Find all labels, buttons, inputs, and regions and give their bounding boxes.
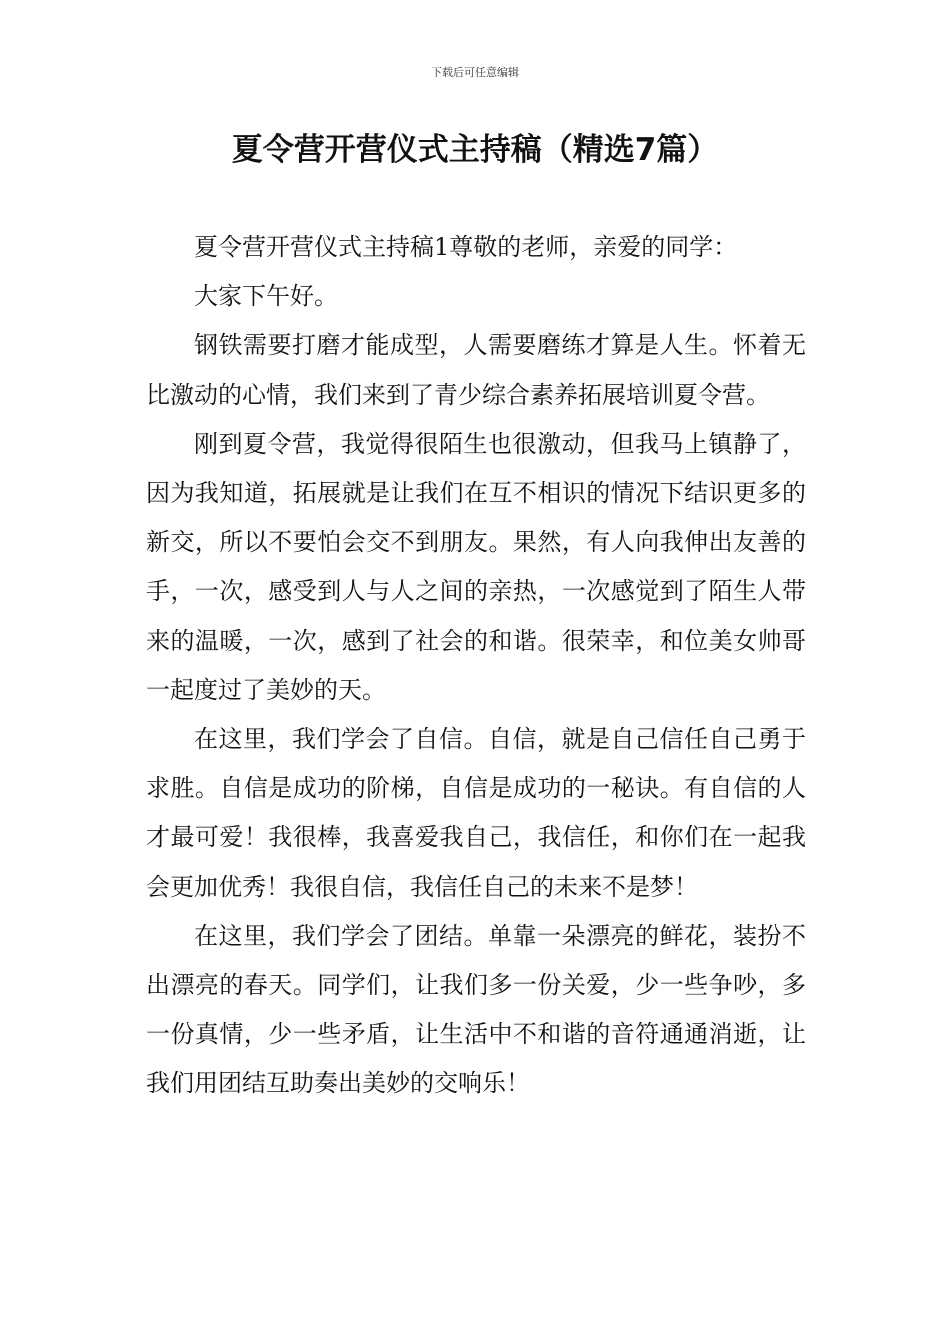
document-title: 夏令营开营仪式主持稿（精选7篇） xyxy=(231,132,719,168)
paragraph-confidence: 在这里，我们学会了自信。自信，就是自己信任自己勇于求胜。自信是成功的阶梯，自信是成功的一秘诀。有自信的人才最可爱！我很棒，我喜爱我自己，我信任，和你们在一起我会更加优秀！我很自信，我信任自己的未来不是梦！ xyxy=(146,725,806,901)
paragraph-opening: 夏令营开营仪式主持稿1尊敬的老师，亲爱的同学： xyxy=(194,233,738,261)
header-note: 下载后可任意编辑 xyxy=(431,66,519,79)
paragraph-intro: 钢铁需要打磨才能成型，人需要磨练才算是人生。怀着无比激动的心情，我们来到了青少综合素养拓展培训夏令营。 xyxy=(146,331,806,409)
paragraph-greeting: 大家下午好。 xyxy=(194,282,338,311)
paragraph-unity: 在这里，我们学会了团结。单靠一朵漂亮的鲜花，装扮不出漂亮的春天。同学们，让我们多一份关爱，少一些争吵，多一份真情，少一些矛盾，让生活中不和谐的音符通通消逝，让我们用团结互助奏出美妙的交响乐！ xyxy=(146,921,806,1098)
document-body xyxy=(146,223,806,1109)
paragraph-arrival: 刚到夏令营，我觉得很陌生也很激动，但我马上镇静了，因为我知道，拓展就是让我们在互不相识的情况下结识更多的新交，所以不要怕会交不到朋友。果然，有人向我伸出友善的手，一次，感受到人与人之间的亲热，一次感觉到了陌生人带来的温暖，一次，感到了社会的和谐。很荣幸，和位美女帅哥一起度过了美妙的天。 xyxy=(146,429,806,704)
